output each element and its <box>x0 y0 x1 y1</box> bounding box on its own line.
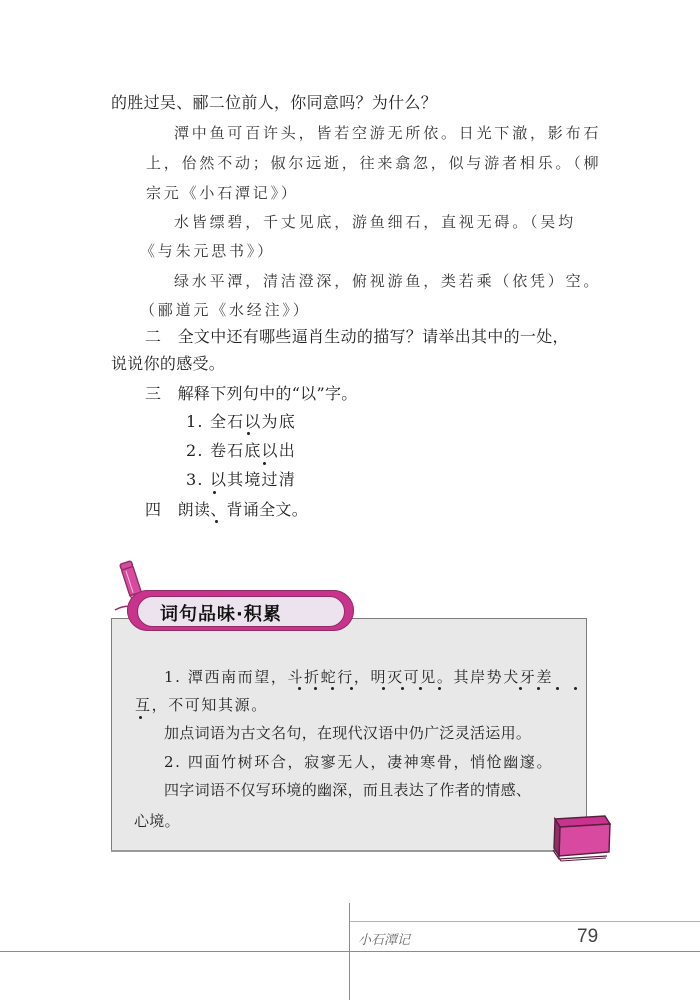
question-2-line-1: 二 全文中还有哪些逼肖生动的描写？请举出其中的一处， <box>145 327 569 346</box>
box-title: 词句品味·积累 <box>160 604 282 625</box>
box-emphasis-dot <box>331 687 334 690</box>
box-line-2: 互，不可知其源。 <box>135 696 268 714</box>
box-emphasis-dot <box>519 687 522 690</box>
question-2-line-2: 说说你的感受。 <box>111 354 226 373</box>
box-emphasis-dot <box>574 687 577 690</box>
emphasis-dot-item-1 <box>247 432 250 435</box>
box-line-3: 加点词语为古文名句，在现代汉语中仍广泛灵活运用。 <box>164 724 532 742</box>
quote-3-line-2: （郦道元《水经注》） <box>140 301 311 319</box>
summary-box-bottom-edge <box>111 850 588 852</box>
intro-line: 的胜过吴、郦二位前人，你同意吗？为什么？ <box>111 93 438 112</box>
box-emphasis-dot <box>350 687 353 690</box>
footer-horizontal-divider <box>0 951 700 952</box>
page-number: 79 <box>577 926 599 947</box>
box-emphasis-dot <box>438 687 441 690</box>
footer-top-divider <box>350 921 700 922</box>
box-line-4: 2. 四面竹树环合，寂寥无人，凄神寒骨，悄怆幽邃。 <box>164 753 554 771</box>
emphasis-dot-item-3 <box>213 491 216 494</box>
list-item-1: 1. 全石以为底 <box>186 412 296 431</box>
box-emphasis-dot <box>419 687 422 690</box>
box-emphasis-dot <box>139 716 142 719</box>
quote-3-line-1: 绿水平潭，清洁澄深，俯视游鱼，类若乘（依凭）空。 <box>174 272 602 290</box>
quote-1-line-1: 潭中鱼可百许头，皆若空游无所依。日光下澈，影布石 <box>174 124 602 142</box>
box-emphasis-dot <box>556 687 559 690</box>
list-item-2: 2. 卷石底以出 <box>186 441 296 460</box>
emphasis-dot-q4 <box>215 520 218 523</box>
box-line-6: 心境。 <box>134 812 180 830</box>
footer-section-title: 小石潭记 <box>358 933 411 948</box>
quote-2-line-1: 水皆缥碧，千丈见底，游鱼细石，直视无碍。（吴均 <box>174 213 576 231</box>
question-3: 三 解释下列句中的“以”字。 <box>145 384 358 403</box>
box-emphasis-dot <box>298 687 301 690</box>
quote-2-line-2: 《与朱元思书》） <box>140 242 275 260</box>
box-emphasis-dot <box>314 687 317 690</box>
box-line-1: 1. 潭西南而望，斗折蛇行，明灭可见。其岸势犬牙差 <box>164 668 554 686</box>
box-emphasis-dot <box>382 687 385 690</box>
box-line-5: 四字词语不仅写环境的幽深，而且表达了作者的情感、 <box>164 781 532 799</box>
list-item-3: 3. 以其境过清 <box>186 470 296 489</box>
book-icon <box>543 813 612 864</box>
box-emphasis-dot <box>537 687 540 690</box>
emphasis-dot-item-2 <box>263 462 266 465</box>
quote-1-line-2: 上，佁然不动；俶尔远逝，往来翕忽，似与游者相乐。（柳 <box>146 154 602 172</box>
quote-1-line-3: 宗元《小石潭记》） <box>146 184 299 202</box>
question-4: 四 朗读、背诵全文。 <box>145 500 309 519</box>
box-emphasis-dot <box>401 687 404 690</box>
